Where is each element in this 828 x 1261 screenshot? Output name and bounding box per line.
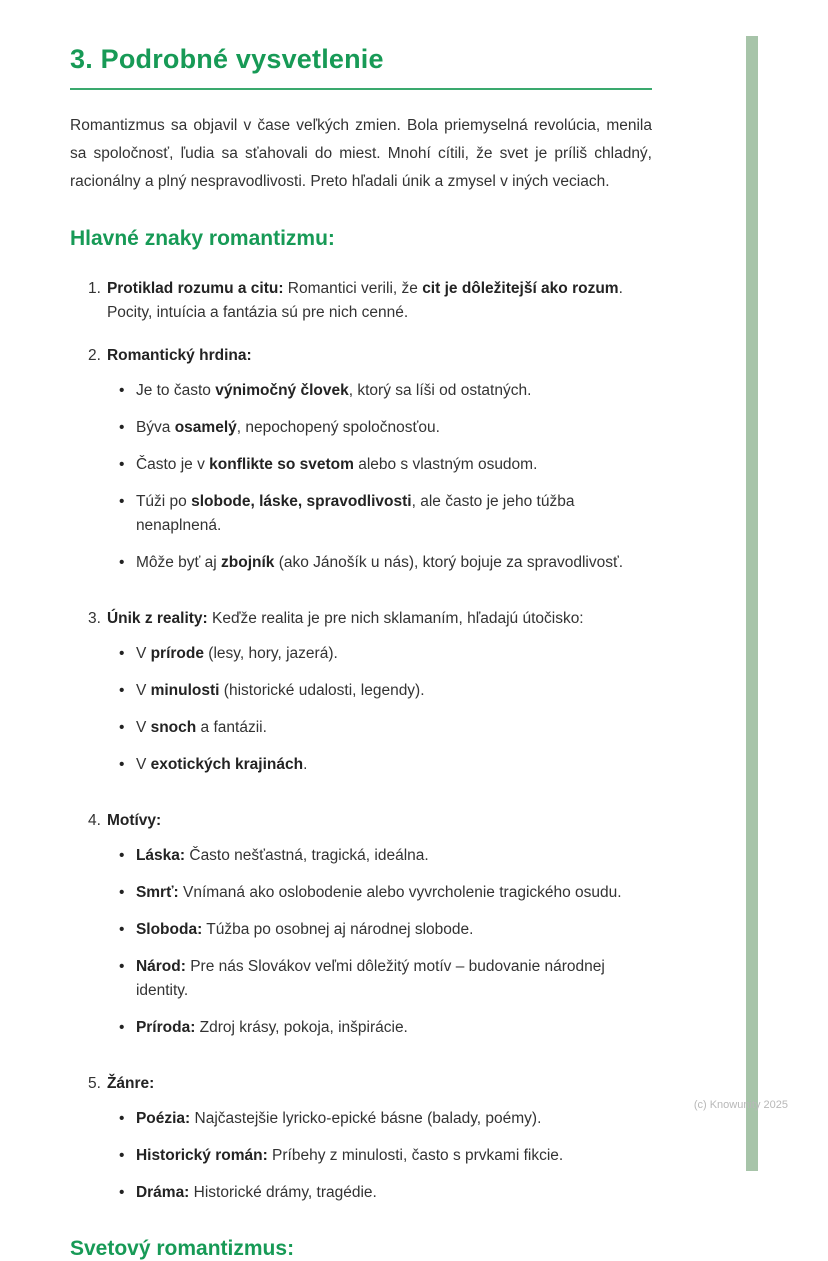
section-heading: Hlavné znaky romantizmu: <box>70 226 335 250</box>
bullet-icon: • <box>118 920 125 938</box>
bullet-item <box>107 844 652 868</box>
bullet-text: Láska: Často nešťastná, tragická, ideálna. <box>135 846 429 864</box>
bullet-text: Historický román: Príbehy z minulosti, často s prvkami fikcie. <box>135 1146 564 1164</box>
bullet-text: Dráma: Historické drámy, tragédie. <box>135 1183 377 1201</box>
bullet-text: Smrť: Vnímaná ako oslobodenie alebo vyvrcholenie tragického osudu. <box>135 883 622 901</box>
item-number: 4. <box>88 811 101 829</box>
numbered-item <box>88 344 652 588</box>
document-page <box>70 44 652 1261</box>
bullet-item <box>107 1016 652 1040</box>
bullet-icon: • <box>118 553 125 571</box>
bullet-text: Národ: Pre nás Slovákov veľmi dôležitý motív – budovanie národnej identity. <box>135 957 605 999</box>
bullet-icon: • <box>118 1183 125 1201</box>
bullet-item <box>107 918 652 942</box>
item-text: Únik z reality: Keďže realita je pre nich sklamaním, hľadajú útočisko: <box>106 609 584 627</box>
bullet-icon: • <box>118 381 125 399</box>
bullet-item <box>107 955 652 1003</box>
item-text: Žánre: <box>106 1074 155 1092</box>
item-number: 2. <box>88 346 101 364</box>
footer-section-heading: Svetový romantizmus: <box>70 1237 295 1260</box>
bullet-text: V exotických krajinách. <box>135 755 308 773</box>
bullet-icon: • <box>118 1109 125 1127</box>
title-underline <box>70 88 652 90</box>
bullet-item <box>107 1144 652 1168</box>
bullet-text: V prírode (lesy, hory, jazerá). <box>135 644 338 662</box>
page-title: 3. Podrobné vysvetlenie <box>70 44 384 74</box>
bullet-item <box>107 379 652 403</box>
bullet-icon: • <box>118 755 125 773</box>
bullet-text: Poézia: Najčastejšie lyricko-epické básne (balady, poémy). <box>135 1109 542 1127</box>
bullet-list <box>107 642 652 777</box>
bullet-icon: • <box>118 681 125 699</box>
bullet-text: Túži po slobode, láske, spravodlivosti, ale často je jeho túžba nenaplnená. <box>135 492 575 534</box>
bullet-item <box>107 642 652 666</box>
bullet-item <box>107 679 652 703</box>
bullet-text: Môže byť aj zbojník (ako Jánošík u nás), ktorý bojuje za spravodlivosť. <box>135 553 624 571</box>
bullet-icon: • <box>118 883 125 901</box>
bullet-item <box>107 716 652 740</box>
bullet-icon: • <box>118 718 125 736</box>
item-text: Motívy: <box>106 811 162 829</box>
numbered-item <box>88 607 652 790</box>
numbered-item <box>88 809 652 1053</box>
bullet-icon: • <box>118 455 125 473</box>
bullet-icon: • <box>118 418 125 436</box>
bullet-text: Príroda: Zdroj krásy, pokoja, inšpirácie. <box>135 1018 408 1036</box>
main-list <box>70 277 652 1218</box>
numbered-item <box>88 277 652 325</box>
watermark: (c) Knowunity 2025 <box>693 1099 788 1111</box>
bullet-text: Býva osamelý, nepochopený spoločnosťou. <box>135 418 440 436</box>
bullet-item <box>107 453 652 477</box>
item-number: 1. <box>88 279 101 297</box>
bullet-item <box>107 1181 652 1205</box>
bullet-text: V minulosti (historické udalosti, legendy). <box>135 681 425 699</box>
bullet-icon: • <box>118 644 125 662</box>
bullet-item <box>107 551 652 575</box>
page-accent-stripe <box>746 36 758 1171</box>
bullet-text: Často je v konflikte so svetom alebo s vlastným osudom. <box>135 455 538 473</box>
bullet-text: Je to často výnimočný človek, ktorý sa líši od ostatných. <box>135 381 532 399</box>
bullet-icon: • <box>118 1018 125 1036</box>
item-text: Protiklad rozumu a citu: Romantici verili, že cit je dôležitejší ako rozum. Pocity, intuícia a fantázia sú pre nich cenné. <box>106 279 623 321</box>
item-number: 3. <box>88 609 101 627</box>
numbered-item <box>88 1072 652 1218</box>
bullet-icon: • <box>118 846 125 864</box>
bullet-icon: • <box>118 492 125 510</box>
bullet-item <box>107 881 652 905</box>
bullet-text: V snoch a fantázii. <box>135 718 267 736</box>
bullet-item <box>107 753 652 777</box>
bullet-icon: • <box>118 1146 125 1164</box>
item-text: Romantický hrdina: <box>106 346 252 364</box>
bullet-item <box>107 1107 652 1131</box>
bullet-text: Sloboda: Túžba po osobnej aj národnej slobode. <box>135 920 474 938</box>
bullet-list <box>107 379 652 575</box>
bullet-list <box>107 1107 652 1205</box>
item-number: 5. <box>88 1074 101 1092</box>
bullet-item <box>107 416 652 440</box>
bullet-icon: • <box>118 957 125 975</box>
bullet-list <box>107 844 652 1040</box>
bullet-item <box>107 490 652 538</box>
intro-paragraph: Romantizmus sa objavil v čase veľkých zmien. Bola priemyselná revolúcia, menila sa spoločnosť, ľudia sa sťahovali do miest. Mnohí cítili, že svet je príliš chladný, racionálny a plný nespravodlivosti. Preto hľadali únik a zmysel v iných veciach. <box>70 117 652 191</box>
